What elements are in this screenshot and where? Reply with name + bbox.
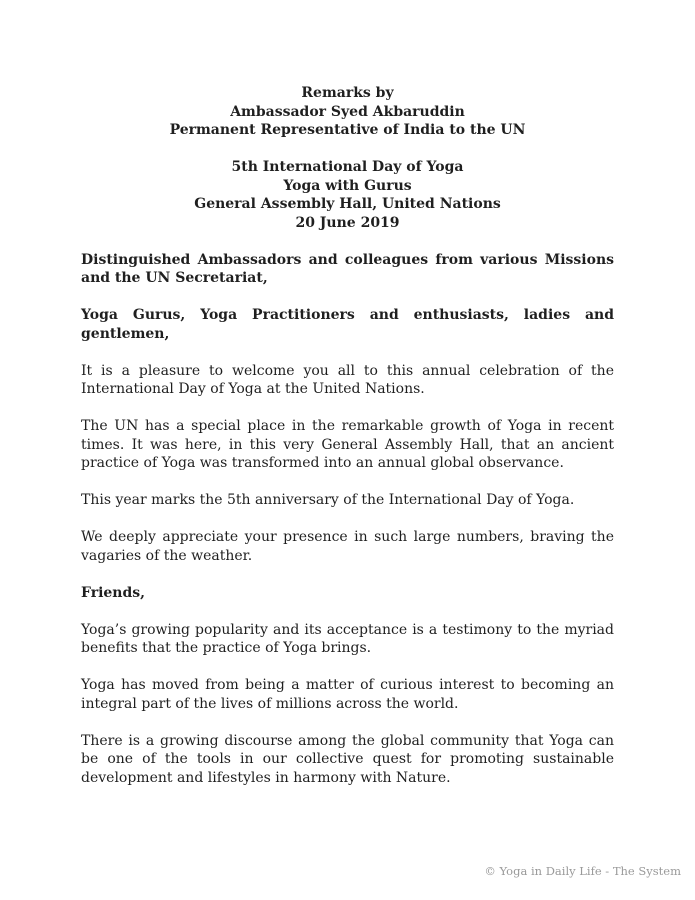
salutation-missions: Distinguished Ambassadors and colleagues from various Missions and the UN Secretariat, (81, 251, 614, 286)
speaker-name-line: Ambassador Syed Akbaruddin (230, 103, 465, 120)
speaker-role-line: Permanent Representative of India to the UN (169, 122, 526, 138)
para-growing-popularity: Yoga’s growing popularity and its acceptance is a testimony to the myriad benefits that the practice of Yoga brings. (81, 621, 614, 656)
salutation-gurus: Yoga Gurus, Yoga Practitioners and enthusiasts, ladies and gentlemen, (81, 307, 614, 342)
speech-body (81, 251, 614, 788)
event-title-line: 5th International Day of Yoga (231, 159, 464, 175)
para-appreciate-presence: We deeply appreciate your presence in such large numbers, braving the vagaries of the weather. (81, 529, 614, 564)
footer-watermark: © Yoga in Daily Life - The System (484, 864, 681, 878)
remarks-by-line: Remarks by (301, 85, 394, 101)
para-curious-interest: Yoga has moved from being a matter of curious interest to becoming an integral part of the lives of millions across the world. (81, 677, 614, 712)
event-date-line: 20 June 2019 (295, 214, 400, 231)
salutation-friends: Friends, (81, 584, 146, 601)
document-content (81, 84, 614, 806)
header-spacer (81, 140, 614, 159)
para-fifth-anniversary: This year marks the 5th anniversary of the International Day of Yoga. (81, 492, 575, 508)
para-welcome: It is a pleasure to welcome you all to this annual celebration of the International Day of Yoga at the United Nations. (81, 362, 614, 397)
event-venue-line: General Assembly Hall, United Nations (194, 196, 501, 212)
event-theme-line: Yoga with Gurus (283, 177, 412, 194)
title-block (81, 84, 614, 140)
event-block (81, 158, 614, 232)
para-growing-discourse: There is a growing discourse among the global community that Yoga can be one of the tools in our collective quest for promoting sustainable development and lifestyles in harmony with Nature. (81, 732, 614, 786)
para-un-special-place: The UN has a special place in the remarkable growth of Yoga in recent times. It was here, in this very General Assembly Hall, that an ancient practice of Yoga was transformed into an annual global observance. (81, 418, 614, 471)
